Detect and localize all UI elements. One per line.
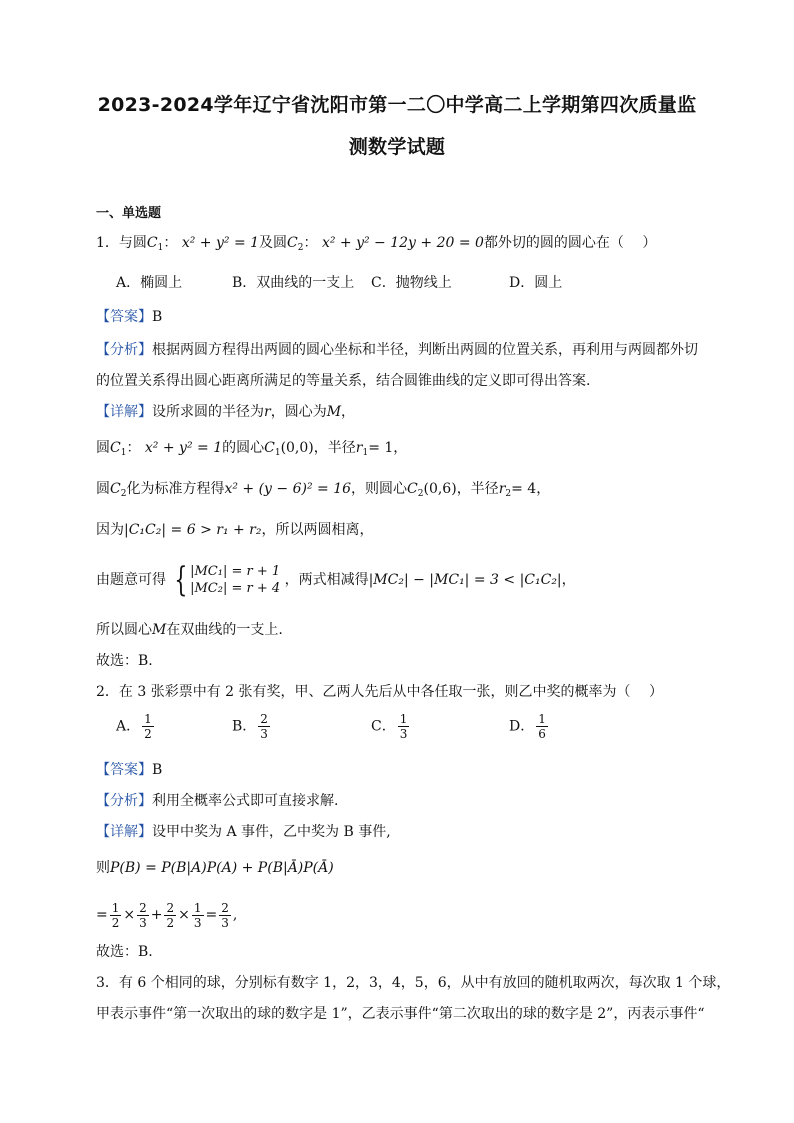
q2-option-c[interactable]: C． $\frac{1}{3}$ — [371, 712, 408, 741]
title-line-1: 2023-2024学年辽宁省沈阳市第一二〇中学高二上学期第四次质量监 — [97, 94, 697, 116]
q3-stem-1: 3．有 6 个相同的球，分别标有数字 1，2，3，4，5，6，从中有放回的随机取两次，每次取 1 个球， — [96, 975, 731, 991]
q2-option-b[interactable]: B． $\frac{2}{3}$ — [232, 712, 268, 741]
q2-calculation: = $\frac{1}{2}$ × $\frac{2}{3}$ + $\frac{2}{2}$ × $\frac{1}{3}$ = $\frac{2}{3}$ , — [96, 900, 238, 930]
q1-analysis-1: 【分析】根据两圆方程得出两圆的圆心坐标和半径，判断出两圆的位置关系，再利用与两圆都外切 — [96, 342, 698, 358]
q1-answer: 【答案】B — [96, 309, 163, 325]
document-title — [40, 84, 754, 168]
q2-option-a[interactable]: A． $\frac{1}{2}$ — [116, 712, 152, 741]
q2-analysis: 【分析】利用全概率公式即可直接求解. — [96, 793, 339, 809]
q1-detail-1: 【详解】设所求圆的半径为r，圆心为M， — [96, 404, 356, 420]
q1-option-b[interactable]: B．双曲线的一支上 — [232, 275, 355, 291]
q2-stem: 2．在 3 张彩票中有 2 张有奖，甲、乙两人先后从中各任取一张，则乙中奖的概率为（ ） — [96, 684, 663, 700]
q1-detail-4: 因为|C₁C₂| = 6 > r₁ + r₂，所以两圆相离， — [96, 522, 374, 538]
q2-conclusion: 故选：B. — [96, 944, 153, 960]
title-line-2: 测数学试题 — [348, 136, 446, 158]
q3-stem-2: 甲表示事件“第一次取出的球的数字是 1”，乙表示事件“第二次取出的球的数字是 2”，丙表示事件“ — [96, 1006, 705, 1022]
q1-option-c[interactable]: C．抛物线上 — [371, 275, 452, 291]
q1-detail-5: 由题意可得 { |MC₁| = r + 1 |MC₂| = r + 4 ，两式相减得|MC₂| − |MC₁| = 3 < |C₁C₂|， — [96, 560, 576, 600]
q1-conclusion: 故选：B. — [96, 653, 153, 669]
equation-system: { |MC₁| = r + 1 |MC₂| = r + 4 — [174, 560, 281, 600]
q1-equation-1: x² + y² = 1 — [181, 235, 260, 251]
q2-formula: 则P(B) = P(B|A)P(A) + P(B|Ā)P(Ā) — [96, 860, 334, 876]
q2-option-d[interactable]: D． $\frac{1}{6}$ — [509, 712, 546, 741]
q1-option-a[interactable]: A．椭圆上 — [116, 275, 183, 291]
q1-equation-2: x² + y² − 12y + 20 = 0 — [321, 235, 484, 251]
q1-option-d[interactable]: D．圆上 — [509, 275, 563, 291]
section-heading: 一、单选题 — [96, 206, 162, 221]
q2-answer: 【答案】B — [96, 762, 163, 778]
q1-detail-6: 所以圆心M在双曲线的一支上. — [96, 622, 283, 638]
q2-detail: 【详解】设甲中奖为 A 事件，乙中奖为 B 事件, — [96, 824, 391, 840]
q1-detail-2: 圆$C_1$： x² + y² = 1的圆心$C_1(0,0)$，半径$r_1= 1$， — [96, 440, 408, 458]
q1-analysis-2: 的位置关系得出圆心距离所满足的等量关系，结合圆锥曲线的定义即可得出答案. — [96, 373, 591, 389]
q1-detail-3: 圆$C_2$化为标准方程得x² + (y − 6)² = 16，则圆心$C_2(0,6)$，半径$r_2= 4$， — [96, 481, 551, 499]
q1-stem: 1．与圆$C_1$： x² + y² = 1及圆$C_2$： x² + y² − 12y + 20 = 0都外切的圆的圆心在（ ） — [96, 235, 657, 253]
